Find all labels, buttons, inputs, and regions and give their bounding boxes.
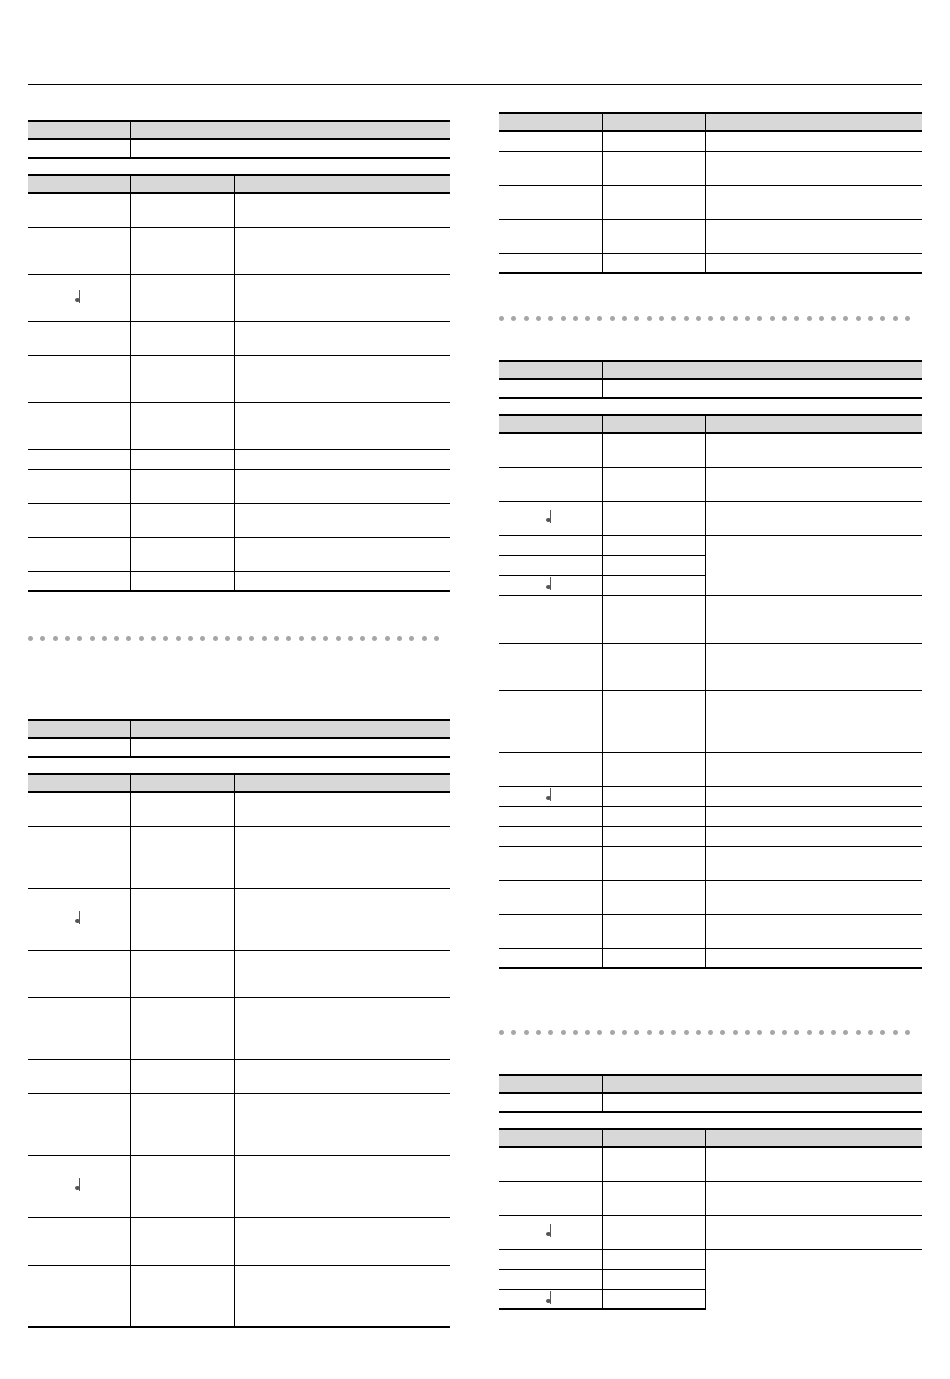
separator-dot bbox=[659, 316, 664, 321]
table-row bbox=[499, 501, 922, 535]
separator-dot bbox=[794, 316, 799, 321]
separator-dot bbox=[360, 636, 365, 641]
table-row bbox=[28, 888, 450, 950]
separator-dot bbox=[422, 636, 427, 641]
separator-dot bbox=[868, 1030, 873, 1035]
separator-dot bbox=[745, 316, 750, 321]
table-row bbox=[499, 880, 922, 914]
motion-note-icon bbox=[75, 1178, 83, 1190]
separator-dot bbox=[819, 316, 824, 321]
header-cell bbox=[705, 1129, 922, 1147]
table-row bbox=[28, 571, 450, 591]
separator-dot bbox=[807, 1030, 812, 1035]
table-cell bbox=[499, 1093, 602, 1112]
separator-dot bbox=[696, 1030, 701, 1035]
header-cell bbox=[28, 175, 130, 193]
separator-dot bbox=[348, 636, 353, 641]
header-cell bbox=[602, 113, 705, 131]
separator-dot bbox=[647, 316, 652, 321]
header-cell bbox=[602, 415, 705, 433]
table-row bbox=[499, 914, 922, 948]
header-cell bbox=[499, 1129, 602, 1147]
separator-dot bbox=[372, 636, 377, 641]
separator-dot bbox=[213, 636, 218, 641]
separator-dot bbox=[561, 316, 566, 321]
separator-dot bbox=[880, 1030, 885, 1035]
separator-dot bbox=[893, 316, 898, 321]
separator-dot bbox=[548, 316, 553, 321]
table-row bbox=[499, 253, 922, 273]
table-row bbox=[28, 402, 450, 449]
separator-dot bbox=[573, 316, 578, 321]
separator-dot bbox=[573, 1030, 578, 1035]
separator-dot bbox=[28, 636, 33, 641]
separator-dot bbox=[524, 316, 529, 321]
table-row bbox=[499, 826, 922, 846]
table-row bbox=[28, 193, 450, 227]
table-row bbox=[499, 185, 922, 219]
motion-note-icon bbox=[546, 1291, 554, 1303]
separator-dot bbox=[597, 1030, 602, 1035]
separator-dot bbox=[622, 1030, 627, 1035]
separator-dot bbox=[708, 316, 713, 321]
separator-dot bbox=[286, 636, 291, 641]
table-row bbox=[499, 151, 922, 185]
separator-dot bbox=[659, 1030, 664, 1035]
table-row bbox=[28, 227, 450, 274]
top-rule bbox=[28, 84, 922, 85]
table-cell bbox=[28, 738, 130, 757]
motion-note-icon bbox=[546, 1224, 554, 1236]
right-param-table-1 bbox=[499, 112, 922, 274]
table-row bbox=[28, 537, 450, 571]
header-cell bbox=[28, 774, 130, 792]
header-cell bbox=[499, 415, 602, 433]
table-row bbox=[28, 274, 450, 321]
table-row bbox=[499, 948, 922, 968]
table-row bbox=[28, 1265, 450, 1327]
separator-dot bbox=[176, 636, 181, 641]
header-cell bbox=[602, 1129, 705, 1147]
header-cell bbox=[130, 720, 450, 738]
table-row bbox=[499, 690, 922, 752]
separator-dot bbox=[77, 636, 82, 641]
separator-dot bbox=[102, 636, 107, 641]
separator-dot bbox=[745, 1030, 750, 1035]
separator-dot bbox=[622, 316, 627, 321]
separator-dot bbox=[561, 1030, 566, 1035]
separator-dot bbox=[770, 1030, 775, 1035]
separator-dot bbox=[397, 636, 402, 641]
separator-dot bbox=[499, 1030, 504, 1035]
table-row bbox=[28, 997, 450, 1059]
separator-dot bbox=[720, 316, 725, 321]
separator-dot bbox=[720, 1030, 725, 1035]
separator-dot bbox=[434, 636, 439, 641]
table-row bbox=[28, 1217, 450, 1265]
header-cell bbox=[499, 361, 602, 379]
separator-dot bbox=[511, 1030, 516, 1035]
separator-dot bbox=[151, 636, 156, 641]
separator-dot bbox=[905, 316, 910, 321]
separator-dot bbox=[757, 316, 762, 321]
separator-dot bbox=[139, 636, 144, 641]
separator-dot bbox=[770, 316, 775, 321]
separator-dot bbox=[819, 1030, 824, 1035]
left-header-table-1 bbox=[28, 120, 450, 159]
separator-dot bbox=[90, 636, 95, 641]
separator-dot bbox=[40, 636, 45, 641]
header-cell bbox=[130, 774, 234, 792]
separator-dot bbox=[274, 636, 279, 641]
separator-dot bbox=[684, 1030, 689, 1035]
separator-dot bbox=[585, 1030, 590, 1035]
separator-dot bbox=[733, 1030, 738, 1035]
separator-dot bbox=[733, 316, 738, 321]
separator-dot bbox=[807, 316, 812, 321]
table-cell bbox=[499, 379, 602, 398]
header-cell bbox=[234, 774, 450, 792]
motion-note-icon bbox=[546, 788, 554, 800]
separator-dot bbox=[610, 1030, 615, 1035]
separator-dot bbox=[262, 636, 267, 641]
separator-dot bbox=[163, 636, 168, 641]
dotted-separator bbox=[499, 1030, 922, 1036]
header-cell bbox=[234, 175, 450, 193]
motion-note-icon bbox=[546, 510, 554, 522]
separator-dot bbox=[126, 636, 131, 641]
separator-dot bbox=[843, 1030, 848, 1035]
separator-dot bbox=[831, 316, 836, 321]
separator-dot bbox=[409, 636, 414, 641]
separator-dot bbox=[708, 1030, 713, 1035]
header-cell bbox=[602, 361, 922, 379]
table-row bbox=[28, 826, 450, 888]
left-param-table-1 bbox=[28, 174, 450, 592]
table-cell bbox=[602, 379, 922, 398]
separator-dot bbox=[684, 316, 689, 321]
table-row bbox=[499, 535, 922, 555]
separator-dot bbox=[200, 636, 205, 641]
table-row bbox=[499, 467, 922, 501]
table-row bbox=[499, 433, 922, 467]
table-row bbox=[499, 131, 922, 151]
separator-dot bbox=[249, 636, 254, 641]
table-row bbox=[499, 786, 922, 806]
separator-dot bbox=[794, 1030, 799, 1035]
motion-note-icon bbox=[75, 290, 83, 302]
table-row bbox=[28, 792, 450, 826]
separator-dot bbox=[782, 1030, 787, 1035]
separator-dot bbox=[114, 636, 119, 641]
separator-dot bbox=[856, 316, 861, 321]
separator-dot bbox=[323, 636, 328, 641]
table-row bbox=[28, 1059, 450, 1093]
table-row bbox=[499, 643, 922, 690]
separator-dot bbox=[597, 316, 602, 321]
header-cell bbox=[705, 113, 922, 131]
separator-dot bbox=[385, 636, 390, 641]
separator-dot bbox=[188, 636, 193, 641]
table-row bbox=[28, 1155, 450, 1217]
header-cell bbox=[28, 720, 130, 738]
separator-dot bbox=[671, 1030, 676, 1035]
table-row bbox=[499, 806, 922, 826]
table-row bbox=[28, 355, 450, 402]
motion-note-icon bbox=[75, 911, 83, 923]
left-header-table-2 bbox=[28, 719, 450, 758]
header-cell bbox=[705, 415, 922, 433]
table-row bbox=[499, 1215, 922, 1249]
separator-dot bbox=[65, 636, 70, 641]
separator-dot bbox=[880, 316, 885, 321]
table-cell bbox=[602, 1093, 922, 1112]
separator-dot bbox=[548, 1030, 553, 1035]
right-header-table-3 bbox=[499, 1074, 922, 1113]
header-cell bbox=[130, 175, 234, 193]
table-cell bbox=[130, 139, 450, 158]
dotted-separator bbox=[28, 636, 450, 642]
motion-note-icon bbox=[546, 577, 554, 589]
separator-dot bbox=[634, 316, 639, 321]
header-cell bbox=[130, 121, 450, 139]
separator-dot bbox=[511, 316, 516, 321]
separator-dot bbox=[536, 316, 541, 321]
separator-dot bbox=[757, 1030, 762, 1035]
separator-dot bbox=[225, 636, 230, 641]
separator-dot bbox=[893, 1030, 898, 1035]
separator-dot bbox=[536, 1030, 541, 1035]
table-row bbox=[28, 950, 450, 997]
separator-dot bbox=[856, 1030, 861, 1035]
table-cell bbox=[28, 139, 130, 158]
separator-dot bbox=[634, 1030, 639, 1035]
separator-dot bbox=[696, 316, 701, 321]
separator-dot bbox=[336, 636, 341, 641]
header-cell bbox=[28, 121, 130, 139]
separator-dot bbox=[782, 316, 787, 321]
separator-dot bbox=[299, 636, 304, 641]
separator-dot bbox=[237, 636, 242, 641]
table-row bbox=[499, 1181, 922, 1215]
table-row bbox=[499, 1249, 922, 1269]
separator-dot bbox=[610, 316, 615, 321]
right-header-table-2 bbox=[499, 360, 922, 399]
separator-dot bbox=[868, 316, 873, 321]
separator-dot bbox=[843, 316, 848, 321]
right-param-table-3 bbox=[499, 1128, 922, 1310]
table-row bbox=[28, 503, 450, 537]
separator-dot bbox=[499, 316, 504, 321]
table-row bbox=[28, 469, 450, 503]
table-row bbox=[28, 321, 450, 355]
table-cell bbox=[130, 738, 450, 757]
table-row bbox=[499, 595, 922, 643]
separator-dot bbox=[53, 636, 58, 641]
left-param-table-2 bbox=[28, 773, 450, 1328]
header-cell bbox=[499, 1075, 602, 1093]
separator-dot bbox=[524, 1030, 529, 1035]
table-row bbox=[28, 1093, 450, 1155]
separator-dot bbox=[585, 316, 590, 321]
right-param-table-2 bbox=[499, 414, 922, 969]
table-row bbox=[499, 219, 922, 253]
table-row bbox=[499, 846, 922, 880]
table-row bbox=[28, 449, 450, 469]
separator-dot bbox=[311, 636, 316, 641]
table-row bbox=[499, 752, 922, 786]
header-cell bbox=[602, 1075, 922, 1093]
separator-dot bbox=[671, 316, 676, 321]
separator-dot bbox=[831, 1030, 836, 1035]
separator-dot bbox=[647, 1030, 652, 1035]
header-cell bbox=[499, 113, 602, 131]
table-row bbox=[499, 1147, 922, 1181]
separator-dot bbox=[905, 1030, 910, 1035]
dotted-separator bbox=[499, 316, 922, 322]
